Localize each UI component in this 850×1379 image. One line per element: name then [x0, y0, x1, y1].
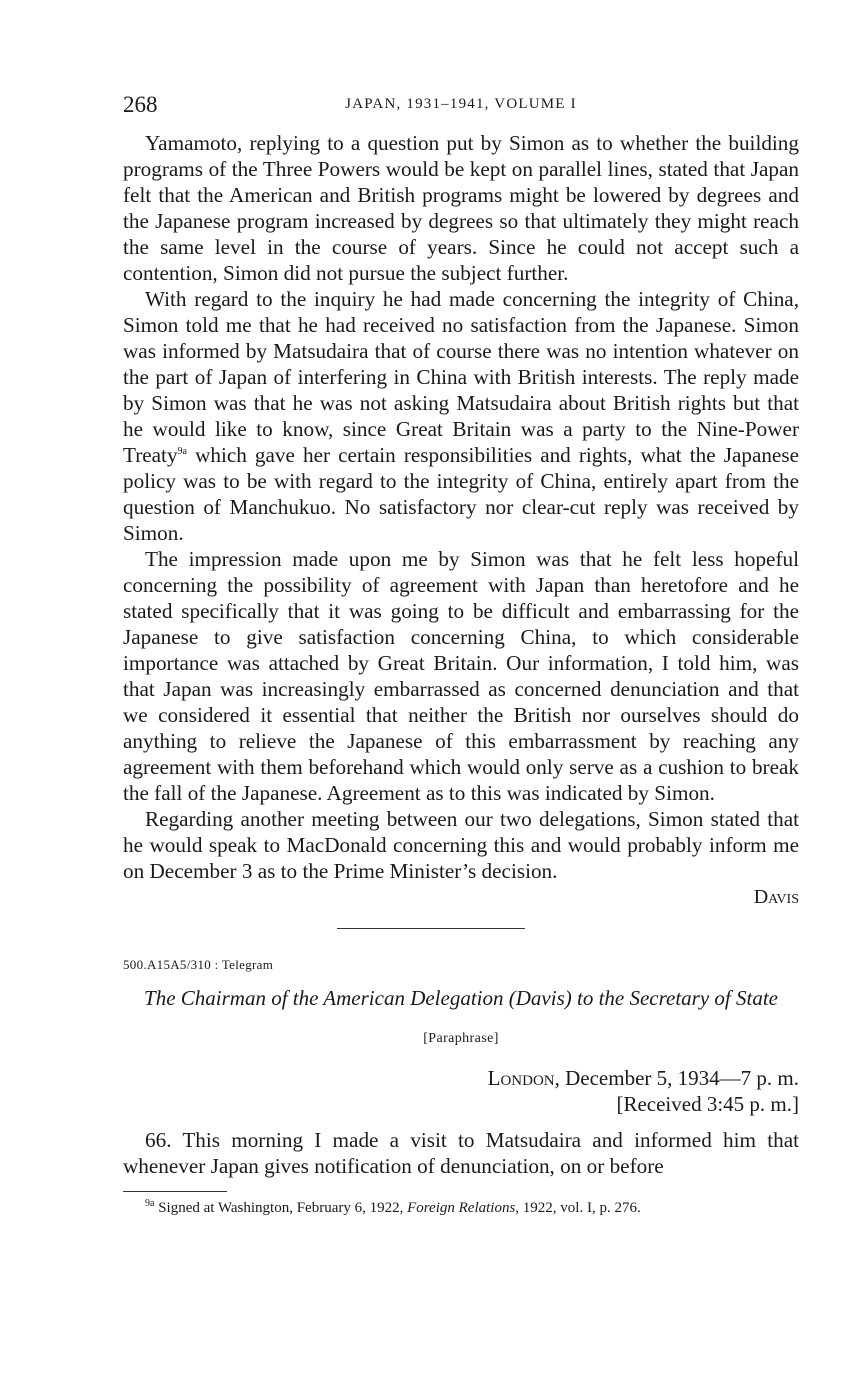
document-page — [123, 92, 799, 1218]
paragraph: Yamamoto, replying to a question put by Simon as to whether the building programs of the Three Powers would be kept on parallel lines, stated that Japan felt that the American and British programs might be lowered by degrees and the Japanese program increased by degrees so that ultimately they might reach the same level in the course of years. Since he could not accept such a contention, Simon did not pursue the subject further. — [123, 131, 799, 285]
running-title: JAPAN, 1931–1941, VOLUME I — [345, 96, 577, 112]
document-heading: The Chairman of the American Delegation (Davis) to the Secretary of State — [144, 986, 778, 1010]
paragraph — [123, 286, 799, 546]
signature: Davis — [753, 886, 799, 908]
dateline-place-date — [123, 1065, 799, 1091]
footnote-divider — [123, 1191, 227, 1192]
paragraph-text: With regard to the inquiry he had made concerning the integrity of China, Simon told me that he had received no satisfaction from the Japanese. Simon was informed by Matsudaira that of course there was no intention whatever on the part of Japan of interfering in China with British interests. The reply made by Simon was that he was not asking Matsudaira about British rights but that he would like to know, since Great Britain was a party to the Nine-Power Treaty — [123, 287, 799, 467]
telegram-body — [123, 1127, 799, 1179]
paraphrase-label: [Paraphrase] — [423, 1031, 499, 1046]
page-number: 268 — [123, 92, 158, 117]
dateline-date: , December 5, 1934—7 p. m. — [554, 1066, 799, 1090]
dateline-place: London — [487, 1066, 555, 1090]
footnote-text-end: , 1922, vol. I, p. 276. — [515, 1200, 641, 1216]
section-divider — [337, 928, 525, 929]
paragraph: Regarding another meeting between our two delegations, Simon stated that he would speak to MacDonald concerning this and would probably inform me on December 3 as to the Prime Minister’s decision. — [123, 807, 799, 883]
paragraph: The impression made upon me by Simon was that he felt less hopeful concerning the possibility of agreement with Japan than heretofore and he stated specifically that it was going to be difficult and embarrassing for the Japanese to give satisfaction concerning China, to which considerable importance was attached by Great Britain. Our information, I told him, was that Japan was increasingly embarrassed as concerned denunciation and that we considered it essential that neither the British nor ourselves should do anything to relieve the Japanese of this embarrassment by reaching any agreement with them beforehand which would only serve as a cushion to break the fall of the Japanese. Agreement as to this was indicated by Simon. — [123, 547, 799, 805]
footnote-text: Signed at Washington, February 6, 1922, — [154, 1200, 408, 1216]
file-number: 500.A15A5/310 : Telegram — [123, 957, 274, 972]
footnote-reference[interactable]: 9a — [177, 445, 187, 457]
letter-body — [123, 130, 799, 884]
footnote-source: Foreign Relations — [407, 1200, 516, 1216]
received-time: [Received 3:45 p. m.] — [616, 1092, 799, 1116]
paragraph: 66. This morning I made a visit to Matsudaira and informed him that whenever Japan gives notification of denunciation, on or before — [123, 1128, 799, 1178]
running-header — [123, 92, 799, 122]
paragraph-text-continued: which gave her certain responsibilities and rights, what the Japanese policy was to be with regard to the integrity of China, entirely apart from the question of Manchukuo. No satisfactory nor clear-cut reply was received by Simon. — [123, 443, 799, 545]
footnote — [123, 1198, 799, 1218]
footnote-marker: 9a — [145, 1198, 155, 1209]
dateline — [123, 1065, 799, 1117]
